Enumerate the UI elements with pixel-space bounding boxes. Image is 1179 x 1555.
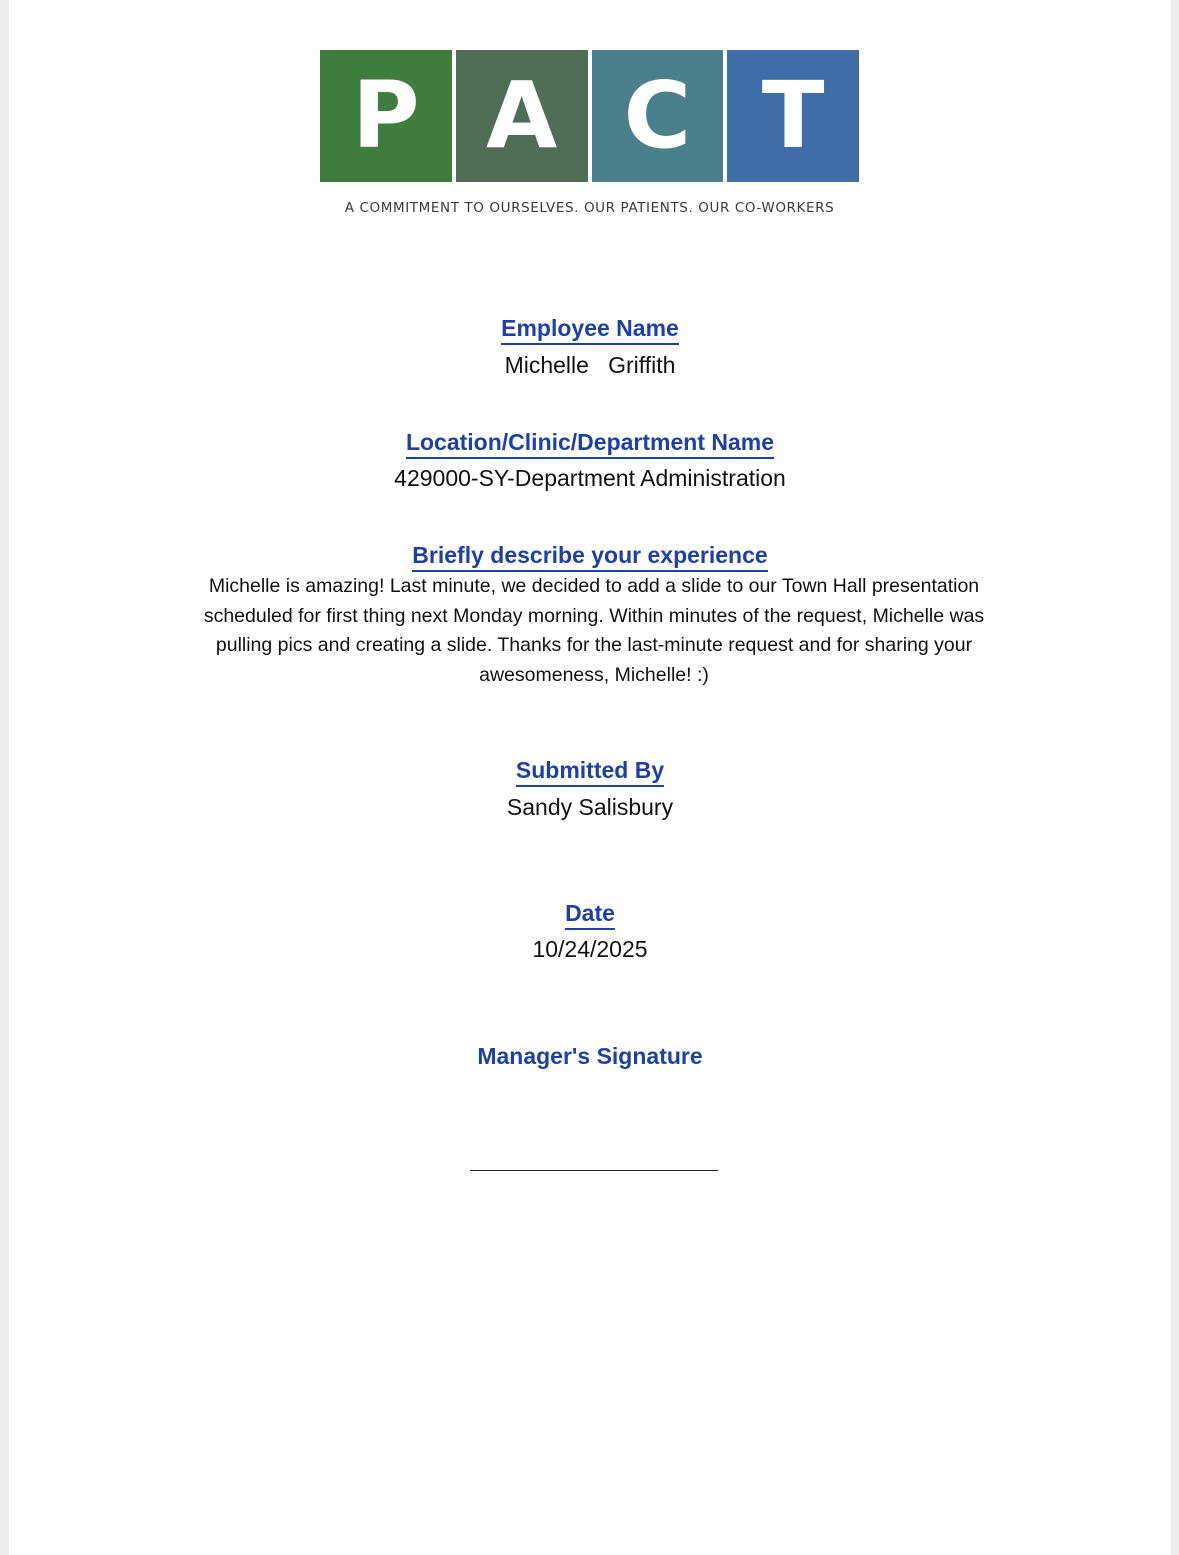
location-label: Location/Clinic/Department Name [406, 428, 774, 459]
logo-tagline: A COMMITMENT TO OURSELVES. OUR PATIENTS. OUR CO-WORKERS [344, 200, 835, 216]
manager-signature-label: Manager's Signature [477, 1043, 703, 1069]
manager-signature-heading [9, 1042, 1171, 1071]
employee-name-heading [9, 314, 1171, 345]
logo-tile-t: T [727, 50, 859, 182]
employee-name-value: Michelle Griffith [504, 352, 676, 378]
logo-tile-a: A [456, 50, 588, 182]
submitted-by-label: Submitted By [516, 756, 664, 787]
document-page [9, 0, 1171, 1555]
submitted-by-heading [9, 756, 1171, 787]
location-value: 429000-SY-Department Administration [394, 465, 786, 491]
experience-description: Michelle is amazing! Last minute, we decided to add a slide to our Town Hall presentation scheduled for first thing next Monday morning. Within minutes of the request, Michelle was pulling pics and creating a slide. Thanks for the last-minute request and for sharing your awesomeness, Michelle! :) [203, 575, 985, 686]
experience-heading [9, 541, 1171, 572]
signature-line [470, 1170, 718, 1171]
experience-label: Briefly describe your experience [412, 541, 767, 572]
date-label: Date [565, 899, 615, 930]
employee-name-label: Employee Name [501, 314, 679, 345]
date-value: 10/24/2025 [532, 936, 648, 962]
date-heading [9, 899, 1171, 930]
pact-logo [320, 50, 859, 182]
logo-tile-p: P [320, 50, 452, 182]
logo-tile-c: C [592, 50, 724, 182]
location-heading [9, 428, 1171, 459]
submitted-by-value: Sandy Salisbury [506, 794, 674, 820]
